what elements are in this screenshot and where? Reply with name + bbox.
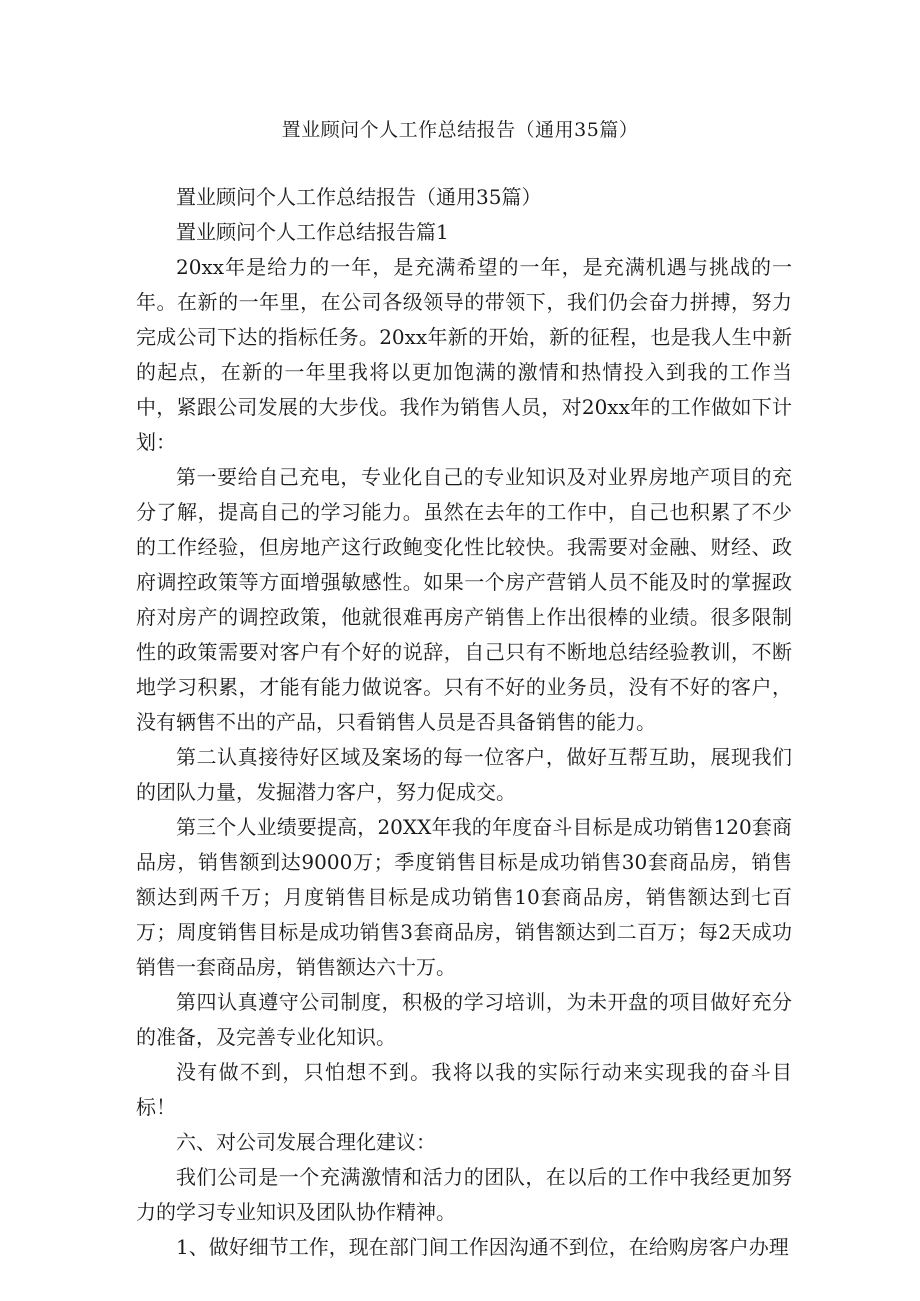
- body-paragraph: 第二认真接待好区域及案场的每一位客户，做好互帮互助，展现我们的团队力量，发掘潜力客户，努力促成交。: [136, 745, 792, 804]
- document-title: 置业顾问个人工作总结报告（通用35篇）: [281, 119, 639, 141]
- body-paragraph: 没有做不到，只怕想不到。我将以我的实际行动来实现我的奋斗目标！: [136, 1060, 792, 1119]
- body-paragraph: 20xx年是给力的一年，是充满希望的一年，是充满机遇与挑战的一年。在新的一年里，在公司各级领导的带领下，我们仍会奋力拼搏，努力完成公司下达的指标任务。20xx年新的开始，新的征程，也是我人生中新的起点，在新的一年里我将以更加饱满的激情和热情投入到我的工作当中，紧跟公司发展的大步伐。我作为销售人员，对20xx年的工作做如下计划：: [136, 255, 792, 454]
- body-paragraph: 第四认真遵守公司制度，积极的学习培训，为未开盘的项目做好充分的准备，及完善专业化知识。: [136, 990, 792, 1049]
- body-paragraph: 我们公司是一个充满激情和活力的团队，在以后的工作中我经更加努力的学习专业知识及团队协作精神。: [136, 1165, 792, 1224]
- body-paragraph: 第三个人业绩要提高，20XX年我的年度奋斗目标是成功销售120套商品房，销售额到达9000万；季度销售目标是成功销售30套商品房，销售额达到两千万；月度销售目标是成功销售10套商品房，销售额达到七百万；周度销售目标是成功销售3套商品房，销售额达到二百万；每2天成功销售一套商品房，销售额达六十万。: [136, 815, 792, 979]
- subtitle-paragraph: 置业顾问个人工作总结报告（通用35篇）: [176, 185, 542, 209]
- document-body: [136, 180, 792, 1265]
- section-heading: 六、对公司发展合理化建议：: [176, 1130, 436, 1154]
- body-paragraph: 1、做好细节工作，现在部门间工作因沟通不到位，在给购房客户办理: [176, 1235, 789, 1259]
- body-paragraph: 第一要给自己充电，专业化自己的专业知识及对业界房地产项目的充分了解，提高自己的学习能力。虽然在去年的工作中，自己也积累了不少的工作经验，但房地产这行政鲍变化性比较快。我需要对金融、财经、政府调控政策等方面增强敏感性。如果一个房产营销人员不能及时的掌握政府对房产的调控政策，他就很难再房产销售上作出很棒的业绩。很多限制性的政策需要对客户有个好的说辞，自己只有不断地总结经验教训，不断地学习积累，才能有能力做说客。只有不好的业务员，没有不好的客户，没有辆售不出的产品，只看销售人员是否具备销售的能力。: [136, 465, 792, 734]
- section-heading: 置业顾问个人工作总结报告篇1: [176, 220, 449, 244]
